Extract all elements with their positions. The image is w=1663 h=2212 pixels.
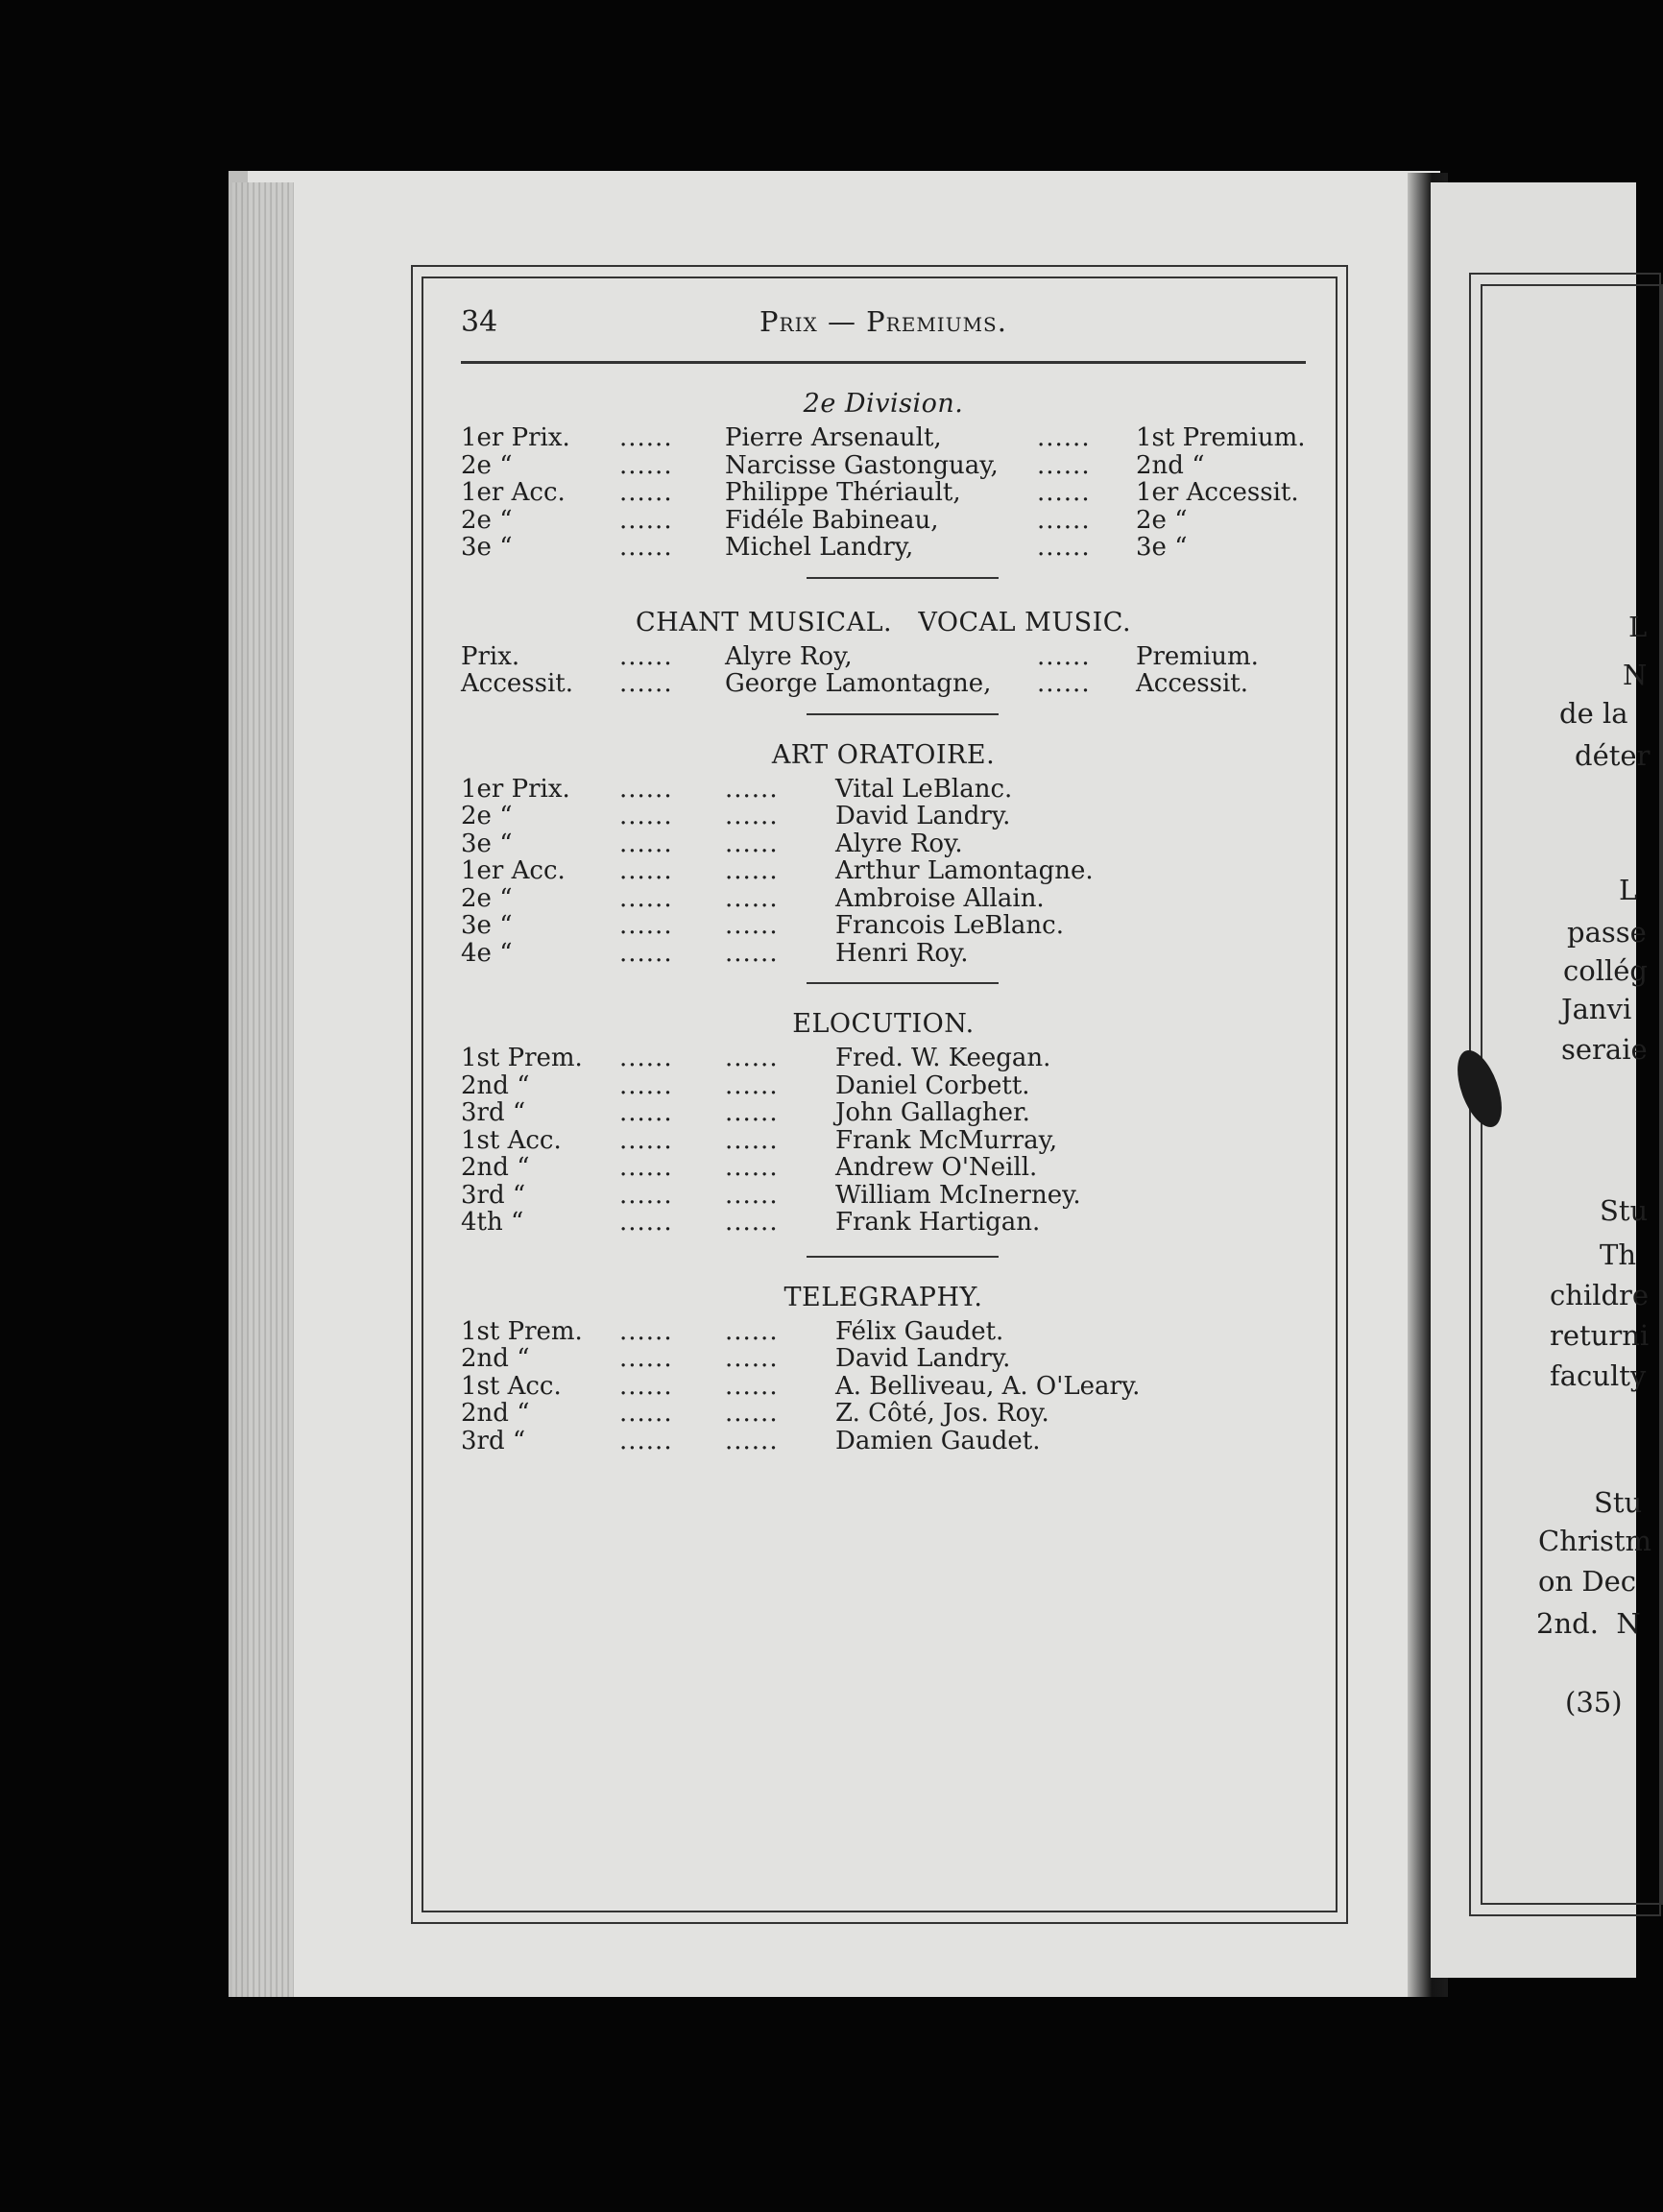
leader-dots: ...... xyxy=(619,938,673,968)
leader-dots: ...... xyxy=(725,1344,779,1373)
rank-label: 4th “ xyxy=(461,1208,524,1237)
rank-label: 1er Prix. xyxy=(461,423,570,452)
right-fragment: Janvi xyxy=(1561,993,1632,1025)
list-item xyxy=(461,830,1306,858)
leader-dots: ...... xyxy=(619,1070,673,1100)
running-title: Prix — Premiums. xyxy=(759,305,1007,338)
list-item xyxy=(461,507,1306,535)
right-fragment: Stu xyxy=(1600,1194,1649,1227)
leader-dots: ...... xyxy=(1037,505,1091,535)
rank-label: 1st Prem. xyxy=(461,1316,583,1346)
rank-label: 1st Prem. xyxy=(461,1044,583,1072)
list-item xyxy=(461,534,1306,562)
leader-dots: ...... xyxy=(619,1208,673,1237)
leader-dots: ...... xyxy=(1037,669,1091,698)
right-page-number: (35) xyxy=(1565,1686,1623,1719)
english-rank: 1er Accessit. xyxy=(1136,478,1299,507)
leader-dots: ...... xyxy=(619,1098,673,1127)
leader-dots: ...... xyxy=(619,1044,673,1072)
student-name: Henri Roy. xyxy=(835,938,969,968)
rank-label: 1st Acc. xyxy=(461,1125,562,1155)
leader-dots: ...... xyxy=(725,802,779,830)
student-name: Michel Landry, xyxy=(725,533,914,562)
elocution-title: ELOCUTION. xyxy=(792,1009,975,1039)
student-name: Andrew O'Neill. xyxy=(835,1153,1038,1182)
leader-dots: ...... xyxy=(1037,423,1091,452)
leader-dots: ...... xyxy=(1037,641,1091,671)
student-name: Fidéle Babineau, xyxy=(725,505,939,535)
list-item xyxy=(461,1072,1306,1100)
page-header xyxy=(461,303,1306,361)
right-fragment: childre xyxy=(1550,1279,1650,1311)
right-fragment: Th xyxy=(1600,1238,1637,1271)
list-item xyxy=(461,670,1306,698)
leader-dots: ...... xyxy=(619,774,673,804)
english-rank: 2nd “ xyxy=(1136,450,1205,480)
telegraphy-title: TELEGRAPHY. xyxy=(783,1282,983,1312)
english-rank: 2e “ xyxy=(1136,505,1188,535)
student-name: Ambroise Allain. xyxy=(835,883,1045,913)
leader-dots: ...... xyxy=(725,1316,779,1346)
leader-dots: ...... xyxy=(1037,450,1091,480)
page-number: 34 xyxy=(461,305,498,339)
list-item xyxy=(461,1045,1306,1072)
right-fragment: seraie xyxy=(1561,1033,1648,1066)
leader-dots: ...... xyxy=(725,1098,779,1127)
right-fragment: de la xyxy=(1559,697,1628,730)
art-oratoire-list xyxy=(461,776,1306,968)
list-item xyxy=(461,1428,1306,1455)
rank-label: 2nd “ xyxy=(461,1399,530,1428)
student-name: A. Belliveau, A. O'Leary. xyxy=(835,1371,1141,1401)
english-rank: Accessit. xyxy=(1136,669,1248,698)
rank-label: 2e “ xyxy=(461,450,513,480)
list-item xyxy=(461,1182,1306,1210)
leader-dots: ...... xyxy=(725,1153,779,1182)
student-name: Damien Gaudet. xyxy=(835,1426,1041,1455)
list-item xyxy=(461,424,1306,452)
right-fragment: collég xyxy=(1563,954,1648,987)
leader-dots: ...... xyxy=(619,478,673,507)
student-name: Frank McMurray, xyxy=(835,1125,1058,1155)
rank-label: 2e “ xyxy=(461,883,513,913)
leader-dots: ...... xyxy=(619,1426,673,1455)
right-fragment: N xyxy=(1623,659,1648,691)
leader-dots: ...... xyxy=(725,774,779,804)
list-item xyxy=(461,1400,1306,1428)
list-item xyxy=(461,479,1306,507)
rank-label: 4e “ xyxy=(461,938,513,968)
student-name: John Gallagher. xyxy=(835,1098,1030,1127)
leader-dots: ...... xyxy=(619,1316,673,1346)
rank-label: 3e “ xyxy=(461,829,513,858)
rank-label: 1er Acc. xyxy=(461,856,566,885)
list-item xyxy=(461,1345,1306,1373)
leader-dots: ...... xyxy=(725,911,779,940)
telegraphy-list xyxy=(461,1318,1306,1455)
student-name: Félix Gaudet. xyxy=(835,1316,1004,1346)
list-item xyxy=(461,776,1306,804)
student-name: David Landry. xyxy=(835,802,1011,830)
rank-label: 2nd “ xyxy=(461,1153,530,1182)
student-name: Daniel Corbett. xyxy=(835,1070,1030,1100)
leader-dots: ...... xyxy=(619,856,673,885)
leader-dots: ...... xyxy=(619,1125,673,1155)
leader-dots: ...... xyxy=(1037,533,1091,562)
leader-dots: ...... xyxy=(619,1180,673,1210)
leader-dots: ...... xyxy=(725,883,779,913)
student-name: Pierre Arsenault, xyxy=(725,423,942,452)
leader-dots: ...... xyxy=(725,1208,779,1237)
list-item xyxy=(461,940,1306,968)
student-name: Narcisse Gastonguay, xyxy=(725,450,999,480)
right-fragment: Christm xyxy=(1538,1525,1652,1557)
student-name: Vital LeBlanc. xyxy=(835,774,1013,804)
leader-dots: ...... xyxy=(725,1125,779,1155)
vocal-music-list xyxy=(461,643,1306,698)
rank-label: 2e “ xyxy=(461,505,513,535)
leader-dots: ...... xyxy=(725,1426,779,1455)
rank-label: Accessit. xyxy=(461,669,573,698)
right-fragment: returni xyxy=(1550,1319,1650,1352)
section-divider xyxy=(807,1256,999,1258)
student-name: Fred. W. Keegan. xyxy=(835,1044,1051,1072)
student-name: Philippe Thériault, xyxy=(725,478,961,507)
elocution-list xyxy=(461,1045,1306,1237)
art-oratoire-title: ART ORATOIRE. xyxy=(771,739,996,770)
leader-dots: ...... xyxy=(725,1070,779,1100)
vocal-music-title: CHANT MUSICAL. VOCAL MUSIC. xyxy=(635,607,1132,637)
section-divider xyxy=(807,982,999,984)
section-divider xyxy=(807,713,999,715)
right-fragment: déter xyxy=(1575,739,1651,772)
page-content xyxy=(461,303,1306,1455)
leader-dots: ...... xyxy=(619,1399,673,1428)
right-fragment: L xyxy=(1619,874,1638,906)
right-fragment: Stu xyxy=(1594,1486,1643,1519)
student-name: Frank Hartigan. xyxy=(835,1208,1041,1237)
student-name: Alyre Roy. xyxy=(835,829,963,858)
leader-dots: ...... xyxy=(725,1044,779,1072)
rank-label: 3e “ xyxy=(461,533,513,562)
leader-dots: ...... xyxy=(725,856,779,885)
header-rule xyxy=(461,361,1306,364)
leader-dots: ...... xyxy=(1037,478,1091,507)
student-name: Alyre Roy, xyxy=(725,641,853,671)
list-item xyxy=(461,1127,1306,1155)
page-edges xyxy=(232,182,294,1997)
rank-label: 1er Prix. xyxy=(461,774,570,804)
rank-label: 3e “ xyxy=(461,911,513,940)
right-fragment: L xyxy=(1628,611,1648,643)
leader-dots: ...... xyxy=(619,883,673,913)
list-item xyxy=(461,885,1306,913)
leader-dots: ...... xyxy=(619,1371,673,1401)
leader-dots: ...... xyxy=(619,450,673,480)
leader-dots: ...... xyxy=(619,533,673,562)
leader-dots: ...... xyxy=(725,1371,779,1401)
leader-dots: ...... xyxy=(619,802,673,830)
student-name: William McInerney. xyxy=(835,1180,1081,1210)
rank-label: 1er Acc. xyxy=(461,478,566,507)
student-name: Arthur Lamontagne. xyxy=(835,856,1094,885)
student-name: Z. Côté, Jos. Roy. xyxy=(835,1399,1049,1428)
list-item xyxy=(461,803,1306,830)
rank-label: 3rd “ xyxy=(461,1098,526,1127)
list-item xyxy=(461,1099,1306,1127)
list-item xyxy=(461,452,1306,480)
list-item xyxy=(461,1154,1306,1182)
english-rank: 3e “ xyxy=(1136,533,1188,562)
right-fragment: passe xyxy=(1567,916,1647,949)
rank-label: 2nd “ xyxy=(461,1070,530,1100)
right-fragment: faculty xyxy=(1550,1359,1647,1392)
leader-dots: ...... xyxy=(619,669,673,698)
student-name: David Landry. xyxy=(835,1344,1011,1373)
leader-dots: ...... xyxy=(725,1399,779,1428)
leader-dots: ...... xyxy=(619,641,673,671)
leader-dots: ...... xyxy=(619,1344,673,1373)
rank-label: Prix. xyxy=(461,641,520,671)
leader-dots: ...... xyxy=(619,829,673,858)
leader-dots: ...... xyxy=(619,505,673,535)
leader-dots: ...... xyxy=(725,829,779,858)
rank-label: 2e “ xyxy=(461,802,513,830)
right-page-border-inner xyxy=(1481,284,1663,1905)
leader-dots: ...... xyxy=(725,938,779,968)
division-title: 2e Division. xyxy=(803,389,964,419)
rank-label: 3rd “ xyxy=(461,1426,526,1455)
student-name: Francois LeBlanc. xyxy=(835,911,1064,940)
right-fragment: 2nd. N xyxy=(1536,1607,1641,1640)
leader-dots: ...... xyxy=(725,1180,779,1210)
right-fragment: on Dec xyxy=(1538,1565,1637,1598)
section-divider xyxy=(807,577,999,579)
list-item xyxy=(461,1318,1306,1346)
list-item xyxy=(461,1373,1306,1401)
list-item xyxy=(461,643,1306,671)
student-name: George Lamontagne, xyxy=(725,669,992,698)
list-item xyxy=(461,912,1306,940)
rank-label: 2nd “ xyxy=(461,1344,530,1373)
english-rank: Premium. xyxy=(1136,641,1259,671)
leader-dots: ...... xyxy=(619,911,673,940)
list-item xyxy=(461,1209,1306,1237)
leader-dots: ...... xyxy=(619,1153,673,1182)
rank-label: 3rd “ xyxy=(461,1180,526,1210)
leader-dots: ...... xyxy=(619,423,673,452)
list-item xyxy=(461,857,1306,885)
division-list xyxy=(461,424,1306,562)
rank-label: 1st Acc. xyxy=(461,1371,562,1401)
english-rank: 1st Premium. xyxy=(1136,423,1306,452)
